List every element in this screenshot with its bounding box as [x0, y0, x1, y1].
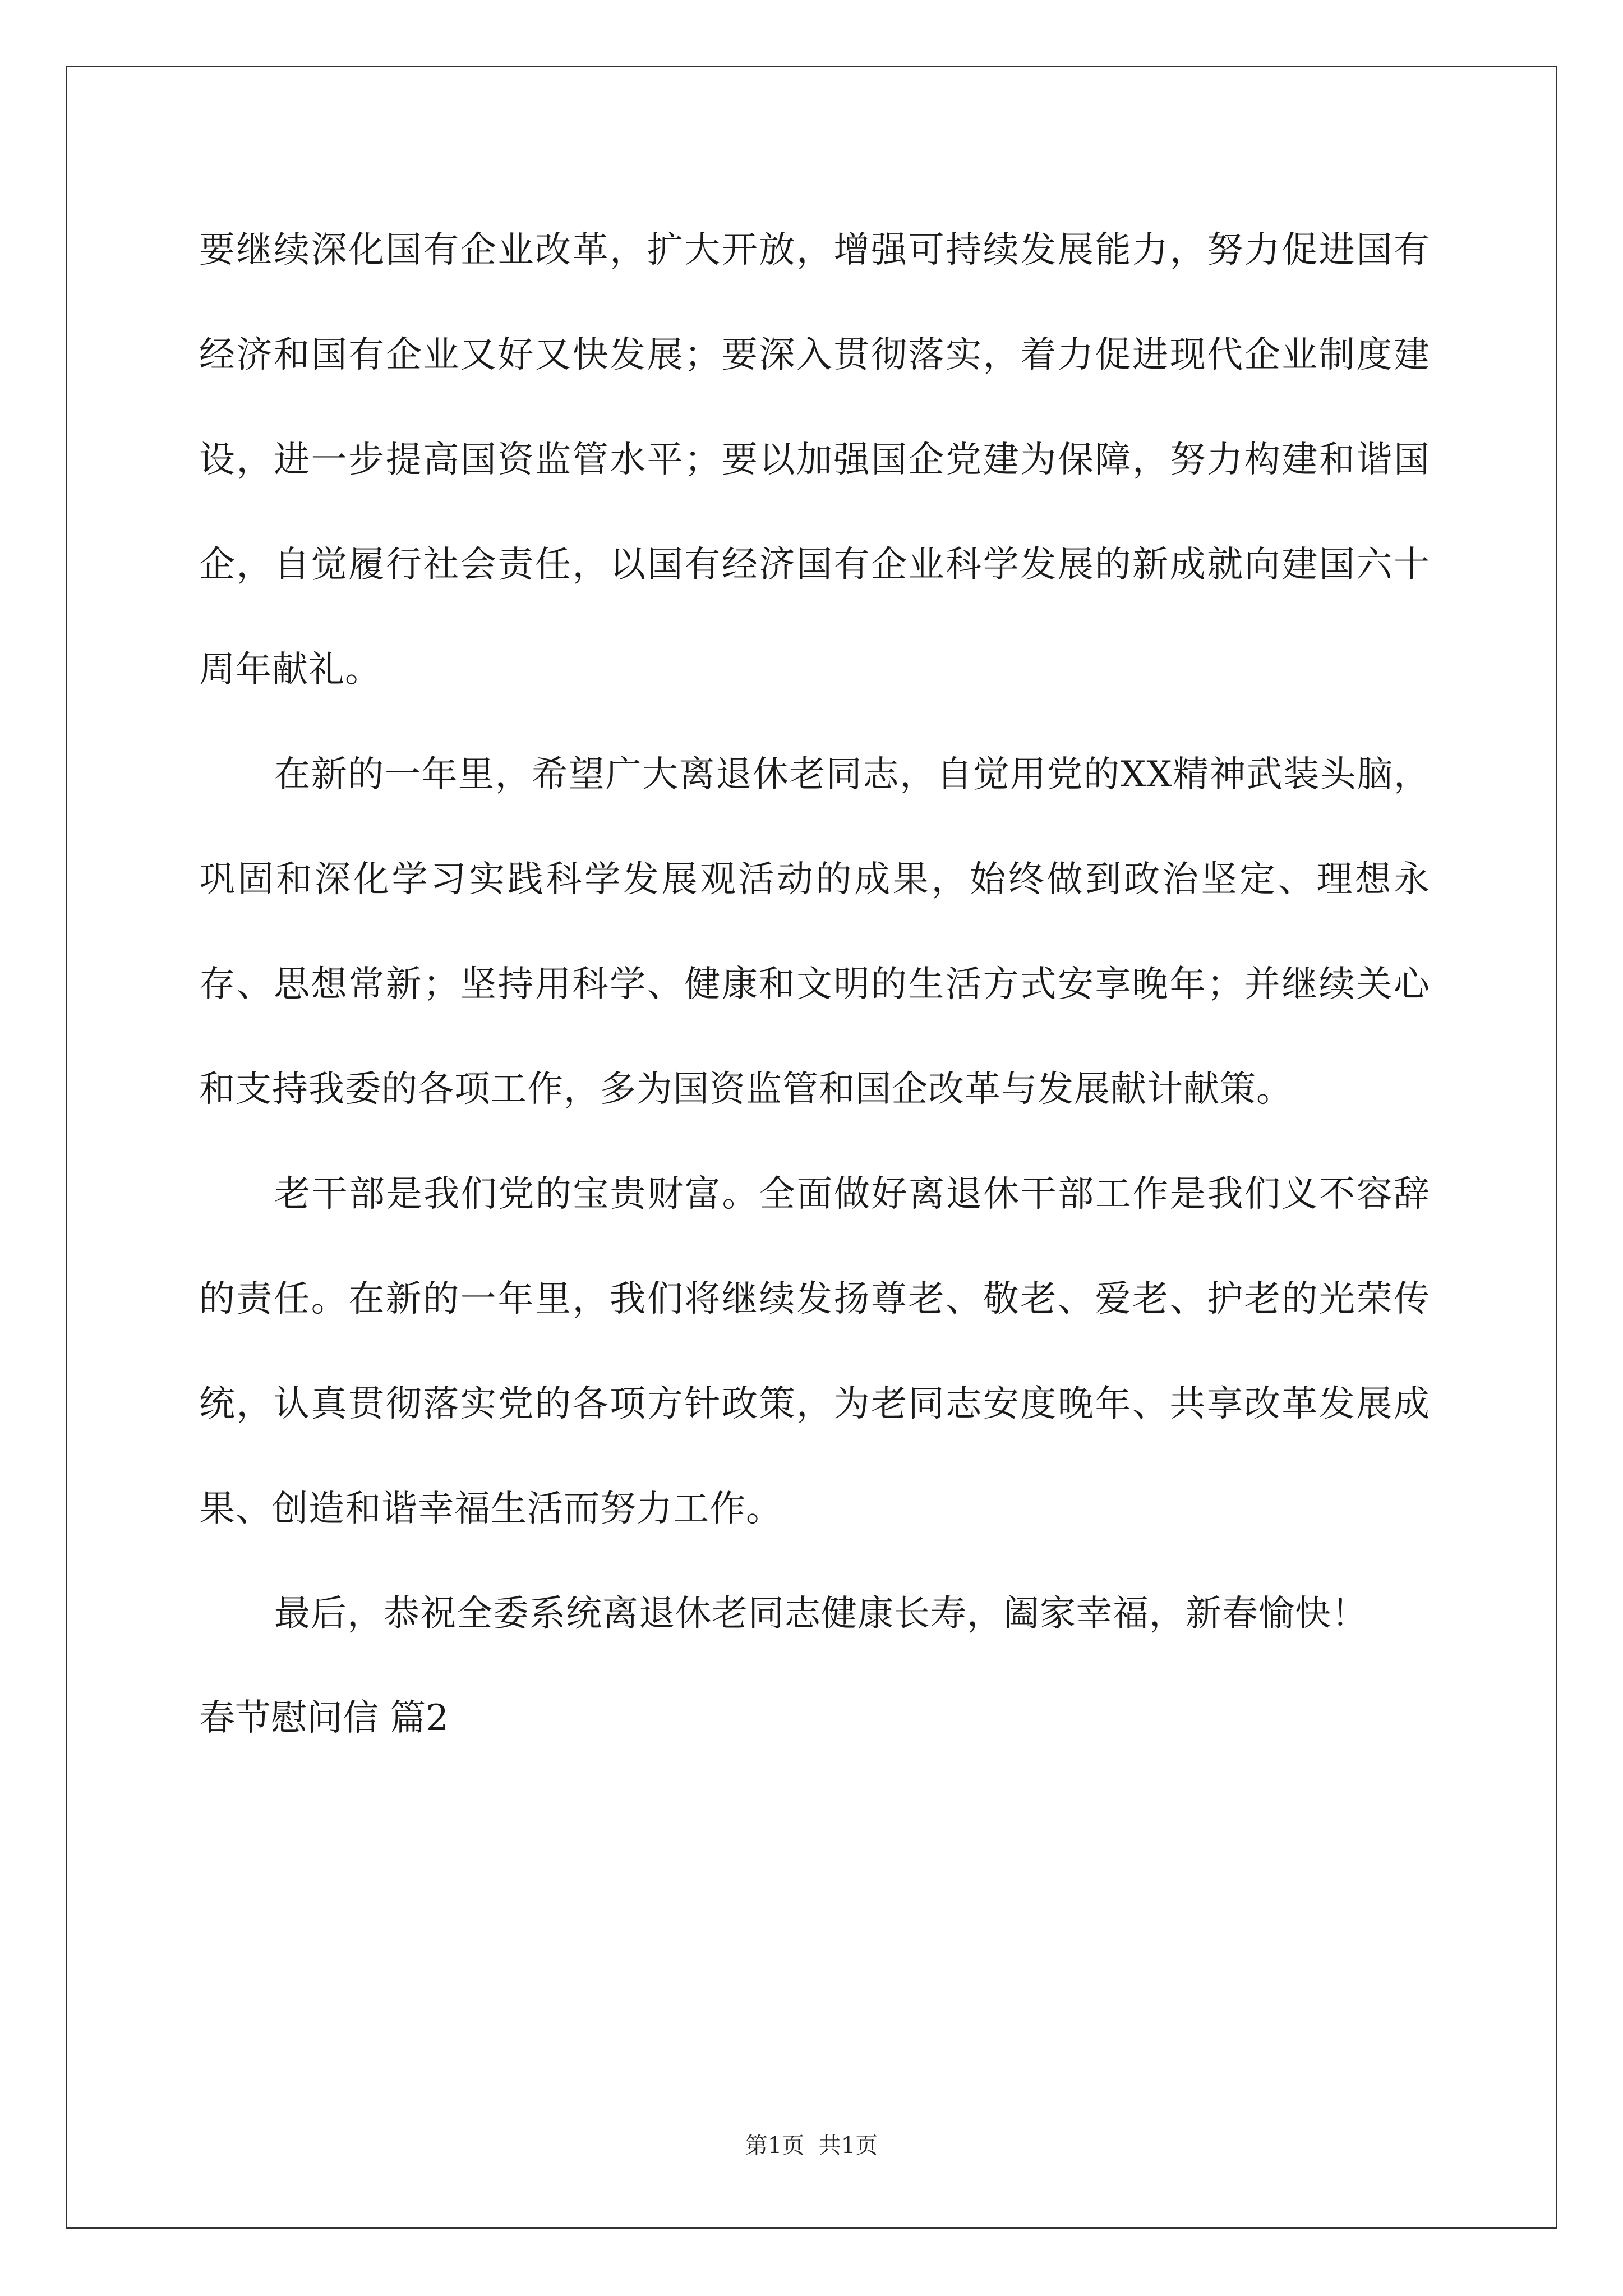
section-heading: 春节慰问信 篇2: [199, 1697, 449, 1739]
paragraph-4: 最后，恭祝全委系统离退休老同志健康长寿，阖家幸福，新春愉快！: [274, 1593, 1368, 1635]
paragraph-3: 老干部是我们党的宝贵财富。全面做好离退休干部工作是我们义不容辞的责任。在新的一年里，我们将继续发扬尊老、敬老、爱老、护老的光荣传统，认真贯彻落实党的各项方针政策，为老同志安度晚年、共享改革发展成果、创造和谐幸福生活而努力工作。: [199, 1174, 1430, 1530]
paragraph-2: 在新的一年里，希望广大离退休老同志，自觉用党的XX精神武装头脑，巩固和深化学习实践科学发展观活动的成果，始终做到政治坚定、理想永存、思想常新；坚持用科学、健康和文明的生活方式安享晚年；并继续关心和支持我委的各项工作，多为国资监管和国企改革与发展献计献策。: [199, 754, 1430, 1110]
paragraph-1: 要继续深化国有企业改革，扩大开放，增强可持续发展能力，努力促进国有经济和国有企业又好又快发展；要深入贯彻落实，着力促进现代企业制度建设，进一步提高国资监管水平；要以加强国企党建为保障，努力构建和谐国企，自觉履行社会责任，以国有经济国有企业科学发展的新成就向建国六十周年献礼。: [199, 229, 1430, 691]
page-footer: 第1页 共1页: [745, 2133, 878, 2159]
document-body: [199, 198, 1430, 1770]
